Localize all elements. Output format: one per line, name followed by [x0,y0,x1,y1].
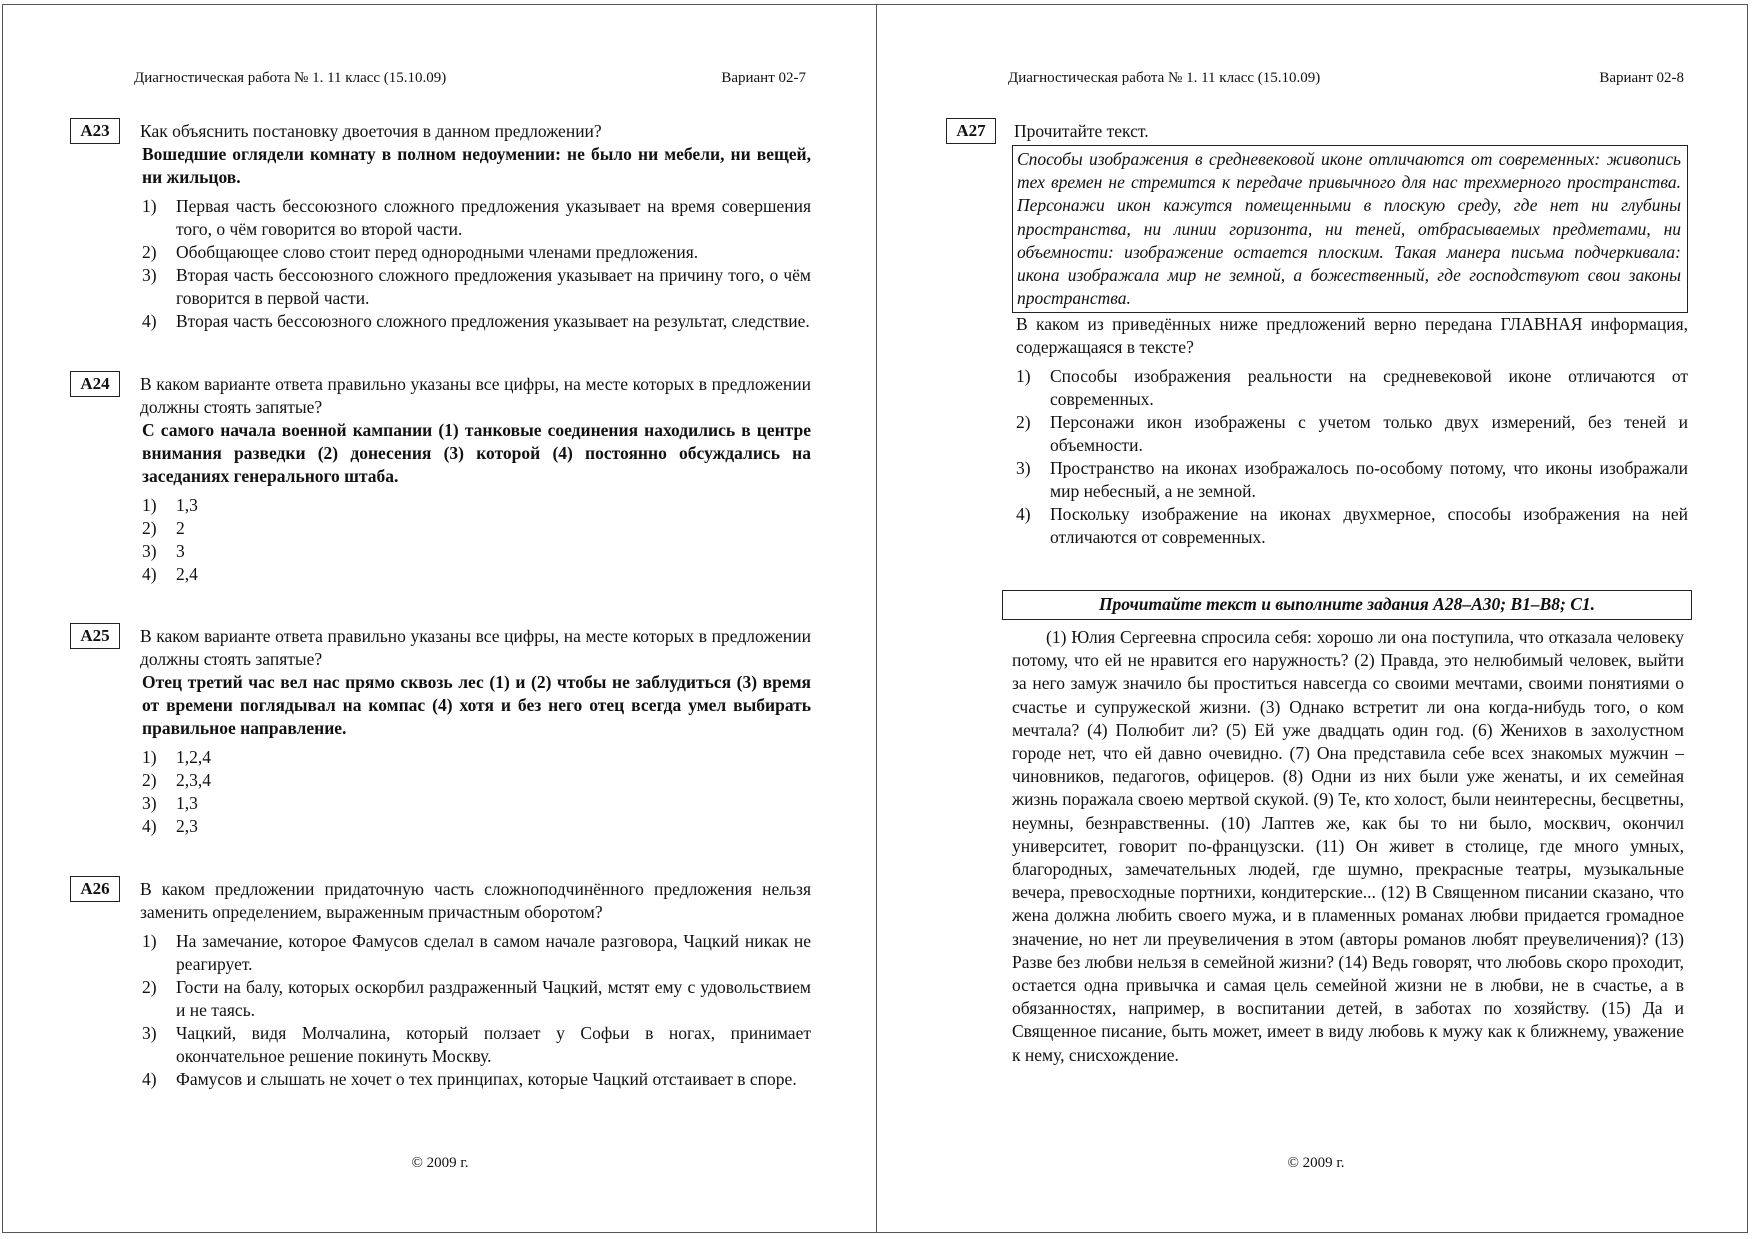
reading-text-box: Способы изображения в средневековой иконе отличаются от современных: живопись тех времен не стремится к передаче привычного для нас трехмерного пространства. Персонажи икон кажутся помещенными в плоскую среду, где нет ни глубины пространства, ни линии горизонта, ни теней, отбрасываемых предметами, ни объемности: изображение остается плоским. Такая манера письма подчеркивала: икона изображала мир не земной, а божественный, где господствуют свои законы пространства. [1012,145,1688,313]
answer-option-4[interactable]: 4) 2,3 [142,816,198,836]
instruction-banner: Прочитайте текст и выполните задания А28–А30; В1–В8; С1. [1002,590,1692,620]
header-variant: Вариант 02-7 [721,70,806,86]
answer-option-3[interactable]: 3) 1,3 [142,793,198,813]
page-footer: © 2009 г. [1287,1155,1345,1171]
header-title: Диагностическая работа № 1. 11 класс (15.10.09) [1008,70,1321,86]
header-variant: Вариант 02-8 [1599,70,1684,86]
answer-option-2[interactable]: 2) Персонажи икон изображены с учетом только двух измерений, без теней и объемности. [1016,412,1688,456]
task-question: В каком варианте ответа правильно указаны все цифры, на месте которых в предложении должны стоять запятые? [140,626,811,669]
answer-options [140,494,811,586]
right-page [946,0,1686,1239]
answer-option-4[interactable]: 4) Поскольку изображение на иконах двухмерное, способы изображения на ней отличаются от современных. [1016,504,1688,548]
answer-option-2[interactable]: 2) 2 [142,518,185,538]
answer-option-4[interactable]: 4) Вторая часть бессоюзного сложного предложения указывает на результат, следствие. [142,311,810,331]
page-header [1008,70,1684,87]
answer-options [1014,365,1688,549]
answer-option-1[interactable]: 1) Способы изображения реальности на средневековой иконе отличаются от современных. [1016,366,1688,410]
page-divider [876,4,877,1233]
left-page [70,0,810,1239]
answer-options [140,930,811,1091]
reading-passage: (1) Юлия Сергеевна спросила себя: хорошо ли она поступила, что отказала человеку потому, что ей не нравится его наружность? (2) Правда, это нелюбимый человек, выйти за него замуж значило бы проститься навсегда со своими мечтами, своими понятиями о счастье и супружеской жизни. (3) Однако встретит ли она когда-нибудь того, о ком мечтала? (4) Полюбит ли? (5) Ей уже двадцать один год. (6) Женихов в захолустном городе нет, что ей давно очевидно. (7) Она представила себе всех знакомых мужчин – чиновников, педагогов, офицеров. (8) Одни из них были уже женаты, и их семейная жизнь поражала своею мертвой скукой. (9) Те, кто холост, были неинтересны, бесцветны, неумны, безнравственны. (10) Лаптев же, как бы то ни было, москвич, окончил университет, говорит по-французски. (11) Он живет в столице, где много умных, благородных, замечательных людей, где шумно, прекрасные театры, музыкальные вечера, превосходные портнихи, кондитерские... (12) В Священном писании сказано, что жена должна любить своего мужа, и в пламенных романах любви придается громадное значение, но нет ли преувеличения в этом (авторы романов любят преувеличения)? (13) Разве без любви нельзя в семейной жизни? (14) Ведь говорят, что любовь скоро проходит, остается одна привычка и самая цель семейной жизни не в любви, не в счастье, а в обязанностях, например, в воспитании детей, в заботах по хозяйству. (15) Да и Священное писание, быть может, имеет в виду любовь к мужу как к ближнему, уважение к нему, снисхождение. [1012,627,1684,1065]
task-number-badge: A27 [946,118,996,144]
answer-options [140,746,811,838]
header-title: Диагностическая работа № 1. 11 класс (15.10.09) [134,70,447,86]
answer-option-3[interactable]: 3) Вторая часть бессоюзного сложного предложения указывает на причину того, о чём говорится в первой части. [142,265,811,308]
task-sentence: С самого начала военной кампании (1) танковые соединения находились в центре внимания разведки (2) донесения (3) которой (4) постоянно обсуждались на заседаниях генерального штаба. [142,420,811,486]
task-question: В каком из приведённых ниже предложений верно передана ГЛАВНАЯ информация, содержащаяся в тексте? [1016,314,1688,358]
task-sentence: Отец третий час вел нас прямо сквозь лес (1) и (2) чтобы не заблудиться (3) время от времени поглядывал на компас (4) хотя и без него отец всегда умел выбирать правильное направление. [142,672,811,738]
answer-options [140,195,811,333]
task-prompt: Прочитайте текст. [1014,121,1149,141]
answer-option-2[interactable]: 2) Гости на балу, которых оскорбил раздраженный Чацкий, мстят ему с удовольствием и не таясь. [142,977,811,1020]
task-number-badge: A23 [70,118,120,144]
answer-option-1[interactable]: 1) Первая часть бессоюзного сложного предложения указывает на время совершения того, о чём говорится во второй части. [142,196,811,239]
answer-option-2[interactable]: 2) Обобщающее слово стоит перед однородными членами предложения. [142,242,699,262]
answer-option-4[interactable]: 4) Фамусов и слышать не хочет о тех принципах, которые Чацкий отстаивает в споре. [142,1069,797,1089]
answer-option-2[interactable]: 2) 2,3,4 [142,770,211,790]
task-sentence: Вошедшие оглядели комнату в полном недоумении: не было ни мебели, ни вещей, ни жильцов. [142,144,811,187]
page-footer: © 2009 г. [411,1155,469,1171]
answer-option-3[interactable]: 3) 3 [142,541,185,561]
answer-option-1[interactable]: 1) 1,3 [142,495,198,515]
answer-option-3[interactable]: 3) Пространство на иконах изображалось по-особому потому, что иконы изображали мир небесный, а не земной. [1016,458,1688,502]
answer-option-1[interactable]: 1) На замечание, которое Фамусов сделал в самом начале разговора, Чацкий никак не реагирует. [142,931,811,974]
page-header [134,70,806,87]
task-number-badge: A25 [70,623,120,649]
task-number-badge: A24 [70,371,120,397]
task-question: В каком предложении придаточную часть сложноподчинённого предложения нельзя заменить определением, выраженным причастным оборотом? [140,879,811,922]
answer-option-4[interactable]: 4) 2,4 [142,564,198,584]
answer-option-1[interactable]: 1) 1,2,4 [142,747,211,767]
task-number-badge: A26 [70,876,120,902]
task-question: Как объяснить постановку двоеточия в данном предложении? [140,121,602,141]
answer-option-3[interactable]: 3) Чацкий, видя Молчалина, который ползает у Софьи в ногах, принимает окончательное решение покинуть Москву. [142,1023,811,1066]
task-question: В каком варианте ответа правильно указаны все цифры, на месте которых в предложении должны стоять запятые? [140,374,811,417]
